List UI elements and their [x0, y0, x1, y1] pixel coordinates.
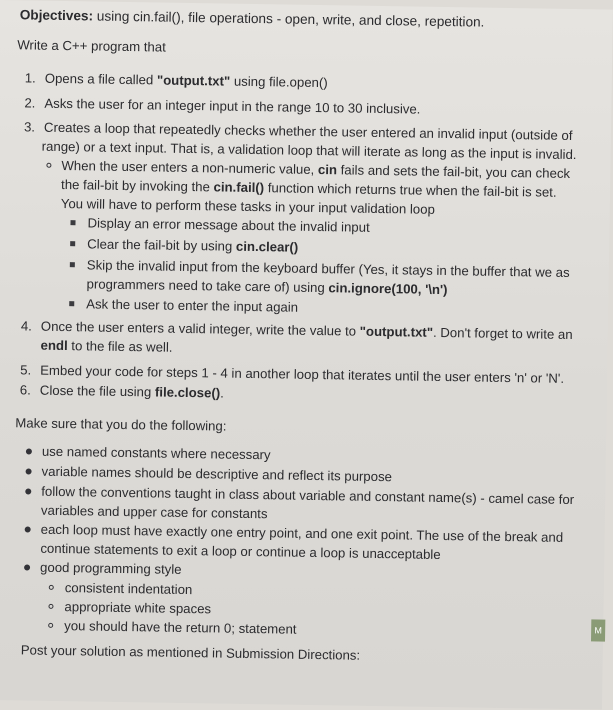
rule-3-line-2: variables and upper case for constants [40, 502, 268, 522]
objectives-line [20, 6, 485, 30]
task-3-line-1: Skip the invalid input from the keyboard buffer (Yes, it stays in the buffer that we as [86, 257, 570, 280]
step-4-line-2 [40, 337, 172, 356]
step-number: 2. [24, 95, 36, 111]
task-3-code: cin.ignore(100, '\n') [328, 280, 448, 298]
step-number: 4. [20, 318, 33, 334]
step-3-line-2: range) or a text input. That is, a validation loop that will iterate as long as the input is invalid. [41, 138, 577, 163]
step-4-endl: endl [40, 337, 68, 354]
edge-tab: M [591, 619, 605, 641]
step-5-text: Embed your code for steps 1 - 4 in another loop that iterates until the user enters 'n' or 'N'. [40, 362, 565, 386]
rule-3-line-1: follow the conventions taught in class about variable and constant name(s) - camel case for [41, 483, 575, 508]
step-4-text-cont: to the file as well. [67, 338, 173, 355]
objectives-text: using cin.fail(), file operations - open, write, and close, repetition. [92, 8, 485, 30]
sub-step-text-end: function which returns true when the fail-bit is set. [264, 180, 557, 200]
step-6-code: file.close() [154, 384, 221, 401]
intro-line: Write a C++ program that [17, 37, 166, 55]
task-4: Ask the user to enter the input again [86, 296, 299, 315]
rule-1: use named constants where necessary [41, 443, 271, 463]
style-rule-1: consistent indentation [64, 580, 193, 598]
step-1 [25, 69, 328, 91]
sub-step-cin-fail: cin.fail() [213, 179, 265, 196]
sub-step-text: When the user enters a non-numeric value, [61, 157, 319, 178]
style-rule-2: appropriate white spaces [64, 599, 212, 617]
bullet-dot-icon [26, 448, 32, 454]
step-4-text: Once the user enters a valid integer, write the value to [40, 318, 360, 339]
sub-step-text-end: fails and sets the fail-bit, you can check [336, 162, 571, 181]
hollow-bullet-icon [46, 163, 51, 168]
step-2 [24, 94, 420, 117]
step-3-text: Creates a loop that repeatedly checks whether the user entered an invalid input (outside of [43, 119, 573, 144]
step-1-text: Opens a file called [44, 70, 158, 88]
rule-5: good programming style [39, 559, 182, 577]
bullet-dot-icon [26, 468, 32, 474]
step-1-text-end: using file.open() [230, 73, 328, 91]
rule-4-line-2: continue statements to exit a loop or continue a loop is unacceptable [40, 540, 441, 562]
step-2-text: Asks the user for an integer input in the range 10 to 30 inclusive. [44, 95, 421, 117]
step-number: 5. [20, 362, 32, 378]
bullet-dot-icon [24, 564, 30, 570]
square-bullet-icon [69, 301, 74, 306]
hollow-bullet-icon [48, 604, 53, 609]
step-number: 3. [23, 119, 36, 135]
task-2 [87, 235, 298, 255]
step-4-text-end: . Don't forget to write an [432, 324, 573, 343]
task-3-text: programmers need to take care of) using [86, 276, 329, 296]
style-rule-3: you should have the return 0; statement [64, 618, 297, 637]
square-bullet-icon [70, 220, 75, 225]
hollow-bullet-icon [48, 623, 53, 628]
sub-step-text: the fail-bit by invoking the [60, 176, 214, 195]
sub-step-line-3: You will have to perform these tasks in your input validation loop [60, 195, 435, 217]
task-3-line-2 [86, 275, 447, 298]
step-6 [20, 381, 224, 401]
bullet-dot-icon [25, 488, 31, 494]
objectives-label: Objectives: [19, 7, 94, 24]
step-1-filename: "output.txt" [156, 72, 231, 89]
step-4-filename: "output.txt" [359, 323, 434, 340]
sub-step-cin: cin [317, 162, 338, 178]
task-2-code: cin.clear() [235, 238, 299, 255]
step-number: 6. [19, 382, 31, 398]
rule-4-line-1: each loop must have exactly one entry point, and one exit point. The use of the break and [40, 521, 564, 545]
hollow-bullet-icon [49, 585, 54, 590]
square-bullet-icon [70, 262, 75, 267]
footer-note: Post your solution as mentioned in Submission Directions: [20, 642, 361, 663]
bullet-dot-icon [25, 526, 31, 532]
square-bullet-icon [70, 241, 75, 246]
task-1: Display an error message about the invalid input [87, 215, 370, 235]
step-6-text-end: . [220, 385, 224, 401]
task-2-text: Clear the fail-bit by using [87, 236, 237, 254]
step-number: 1. [24, 70, 36, 86]
step-6-text: Close the file using [39, 382, 156, 400]
make-sure-heading: Make sure that you do the following: [15, 415, 227, 434]
rule-2: variable names should be descriptive and reflect its purpose [41, 463, 393, 485]
